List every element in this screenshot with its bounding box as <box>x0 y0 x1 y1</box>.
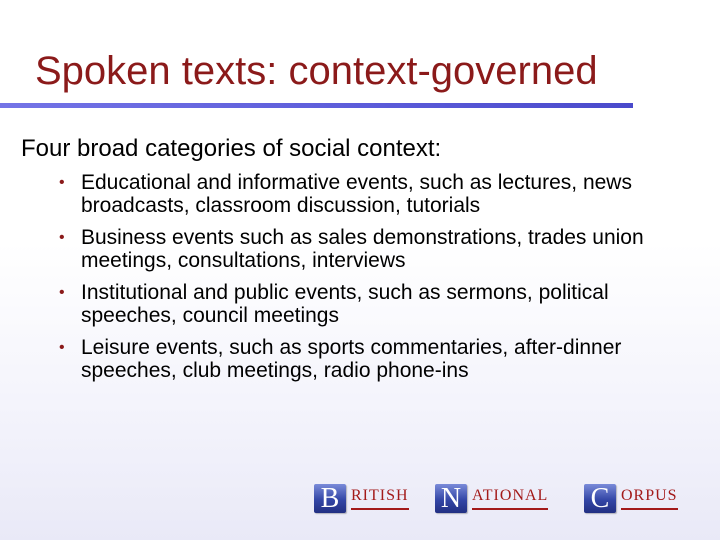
bullet-item <box>0 172 661 217</box>
logo-initial-b: B <box>314 484 346 513</box>
bullet-dot-icon: • <box>59 174 65 191</box>
logo-word-national: ATIONAL <box>472 488 548 510</box>
bullet-dot-icon: • <box>59 229 65 246</box>
bullet-text: Business events such as sales demonstrations, trades union meetings, consultations, interviews <box>81 226 644 272</box>
bullet-item <box>0 227 661 272</box>
bullet-dot-icon: • <box>59 284 65 301</box>
bullet-text: Institutional and public events, such as sermons, political speeches, council meetings <box>81 281 609 327</box>
logo-initial-c: C <box>584 484 616 513</box>
logo-word-british: RITISH <box>351 488 409 510</box>
bnc-logo <box>314 484 694 514</box>
bullet-dot-icon: • <box>59 339 65 356</box>
logo-word-corpus: ORPUS <box>621 488 678 510</box>
title-underline <box>0 103 633 108</box>
intro-text: Four broad categories of social context: <box>21 135 442 162</box>
bullet-item <box>0 282 661 327</box>
slide-title: Spoken texts: context-governed <box>35 49 598 93</box>
bullet-text: Educational and informative events, such as lectures, news broadcasts, classroom discussion, tutorials <box>81 171 632 217</box>
bullet-item <box>0 337 661 382</box>
bullet-text: Leisure events, such as sports commentaries, after-dinner speeches, club meetings, radio phone-ins <box>81 336 622 382</box>
logo-initial-n: N <box>435 484 467 513</box>
bullet-list <box>0 172 661 392</box>
